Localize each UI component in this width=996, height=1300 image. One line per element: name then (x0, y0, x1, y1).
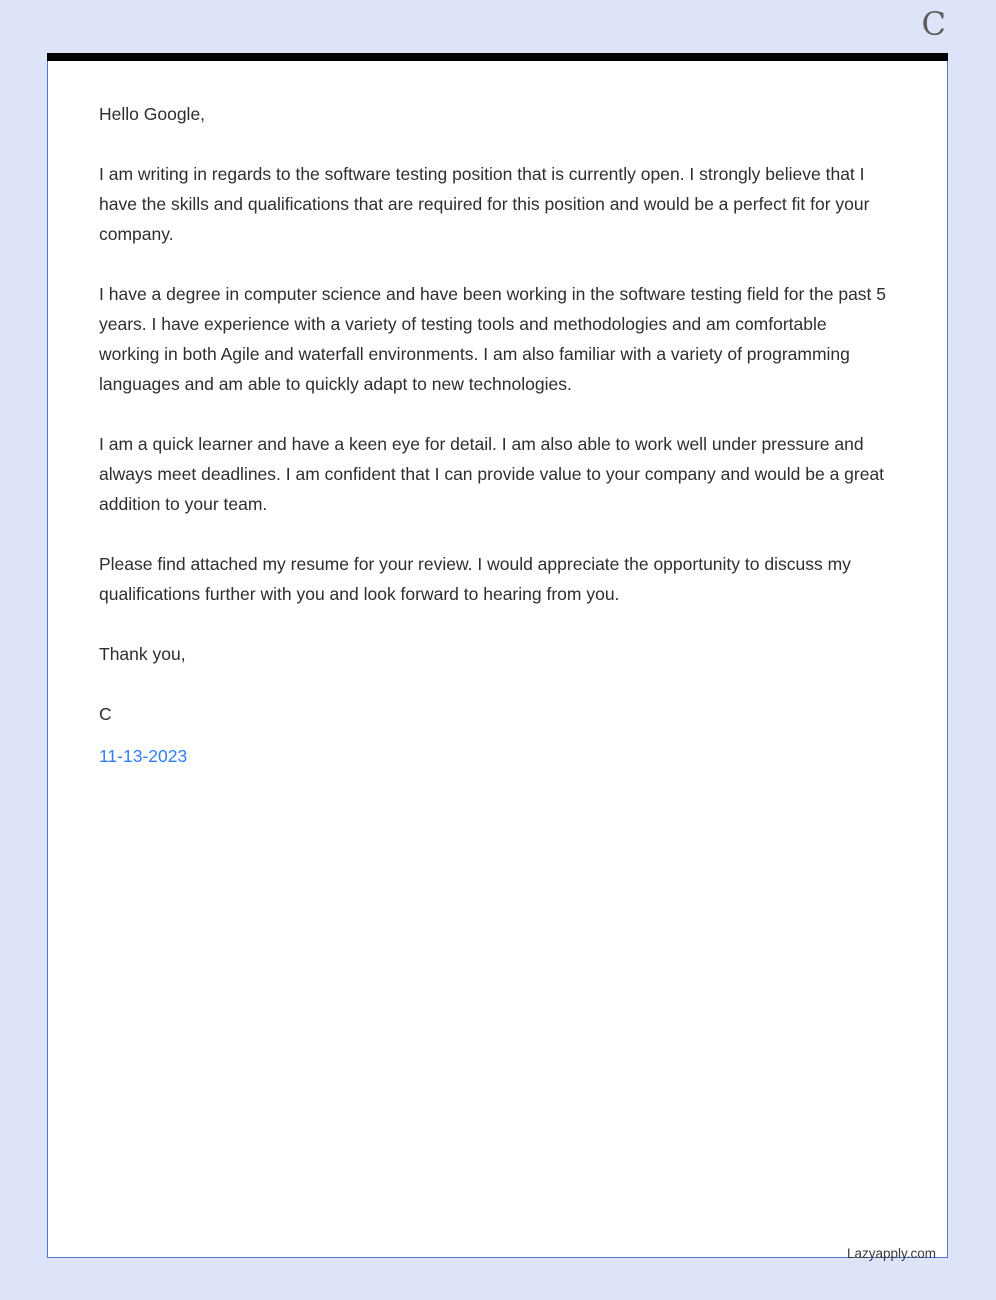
footer-brand-text: Lazyapply.com (846, 1246, 936, 1261)
page-top-bar (47, 53, 948, 61)
closing-text: Thank you, (99, 644, 186, 664)
signature-text: C (99, 704, 112, 724)
brand-monogram: C (921, 5, 946, 43)
date-link[interactable]: 11-13-2023 (99, 746, 188, 766)
paragraph-experience: I have a degree in computer science and have been working in the software testing field for the past 5 years. I have experience with a variety of testing tools and methodologies and am comfortable working in both Agile and waterfall environments. I am also familiar with a variety of programming languages and am able to quickly adapt to new technologies. (99, 284, 887, 394)
letter-page-wrapper (47, 53, 948, 1258)
paragraph-intro: I am writing in regards to the software testing position that is currently open. I strongly believe that I have the skills and qualifications that are required for this position and would be a perfect fit for your company. (99, 164, 870, 244)
cover-letter-page (47, 61, 948, 1258)
paragraph-skills: I am a quick learner and have a keen eye for detail. I am also able to work well under pressure and always meet deadlines. I am confident that I can provide value to your company and would be a great addition to your team. (99, 434, 885, 514)
paragraph-closing-request: Please find attached my resume for your review. I would appreciate the opportunity to discuss my qualifications further with you and look forward to hearing from you. (99, 554, 851, 604)
greeting-text: Hello Google, (99, 104, 206, 124)
